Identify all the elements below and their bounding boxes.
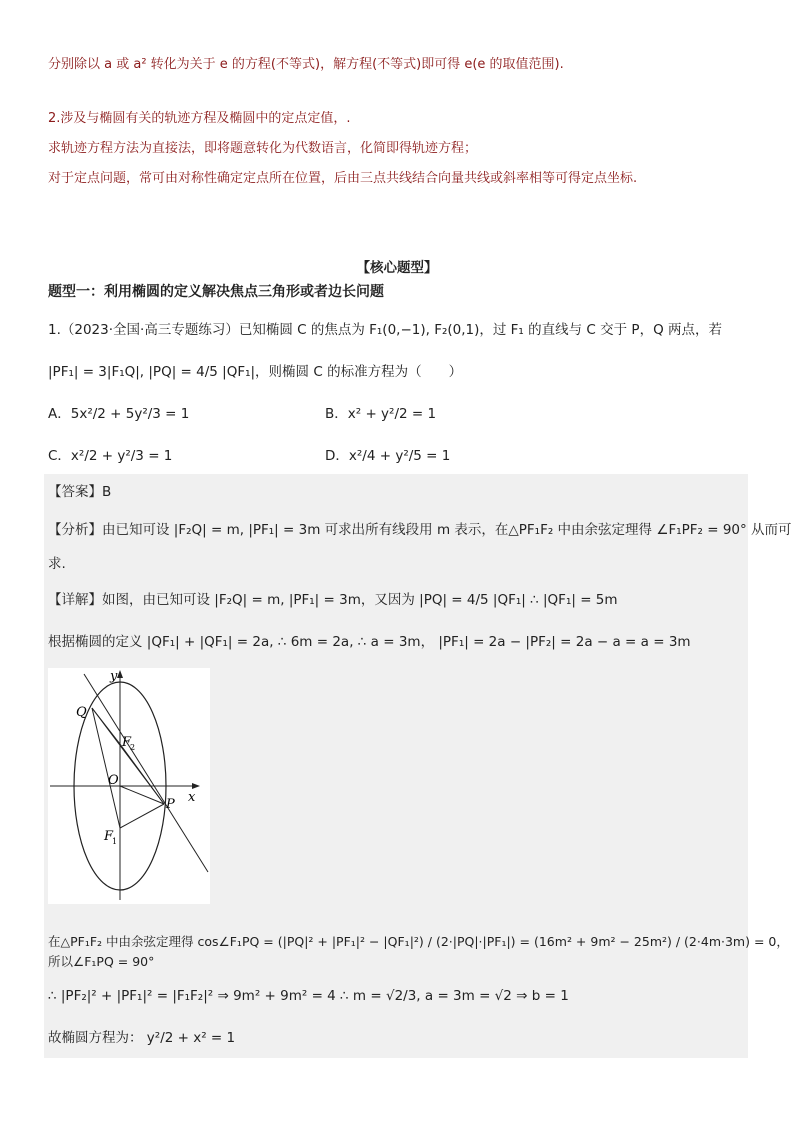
analysis-line-1: 【分析】由已知可设 |F₂Q| = m, |PF₁| = 3m 可求出所有线段用 m 表示，在△PF₁F₂ 中由余弦定理得 ∠F₁PF₂ = 90° 从而可 [48, 522, 792, 538]
label-p: P [166, 797, 175, 812]
option-b: B．x² + y²/2 = 1 [325, 406, 437, 422]
label-o: O [108, 773, 119, 788]
label-x: x [188, 790, 196, 805]
option-d: D．x²/4 + y²/5 = 1 [325, 448, 451, 464]
note-line-1: 分别除以 a 或 a² 转化为关于 e 的方程(不等式)，解方程(不等式)即可得 e(e 的取值范围). [48, 57, 564, 72]
label-y: y [110, 669, 118, 684]
problem-line-2: |PF₁| = 3|F₁Q|, |PQ| = 4/5 |QF₁|，则椭圆 C 的标准方程为（ ） [48, 364, 463, 380]
label-f1-sub: 1 [112, 837, 118, 846]
label-q: Q [76, 705, 87, 720]
label-f2-sub: 2 [130, 743, 136, 752]
detail-line-5: 故椭圆方程为： y²/2 + x² = 1 [48, 1030, 236, 1046]
answer: 【答案】B [48, 484, 112, 500]
type-title: 题型一：利用椭圆的定义解决焦点三角形或者边长问题 [48, 284, 384, 300]
option-a: A．5x²/2 + 5y²/3 = 1 [48, 406, 190, 422]
option-c: C．x²/2 + y²/3 = 1 [48, 448, 173, 464]
problem-line-1: 1.（2023·全国·高三专题练习）已知椭圆 C 的焦点为 F₁(0,−1), F₂(0,1)，过 F₁ 的直线与 C 交于 P，Q 两点，若 [48, 322, 722, 338]
label-f2: F [122, 735, 132, 750]
detail-line-4: ∴ |PF₂|² + |PF₁|² = |F₁F₂|² ⇒ 9m² + 9m² = 4 ∴ m = √2/3, a = 3m = √2 ⇒ b = 1 [48, 988, 569, 1004]
detail-line-1: 【详解】如图，由已知可设 |F₂Q| = m, |PF₁| = 3m，又因为 |PQ| = 4/5 |QF₁| ∴ |QF₁| = 5m [48, 592, 618, 608]
detail-line-2: 根据椭圆的定义 |QF₁| + |QF₁| = 2a, ∴ 6m = 2a, ∴ a = 3m， |PF₁| = 2a − |PF₂| = 2a − a = a = 3m [48, 634, 691, 650]
note-line-2: 2.涉及与椭圆有关的轨迹方程及椭圆中的定点定值，. [48, 111, 351, 126]
note-line-3: 求轨迹方程方法为直接法，即将题意转化为代数语言，化简即得轨迹方程； [48, 141, 478, 156]
analysis-line-2: 求. [48, 556, 66, 572]
label-f1: F [104, 829, 114, 844]
section-title: 【核心题型】 [356, 260, 438, 276]
ellipse-figure [48, 668, 210, 904]
note-line-4: 对于定点问题，常可由对称性确定定点所在位置，后由三点共线结合向量共线或斜率相等可得定点坐标. [48, 171, 638, 186]
detail-line-3: 在△PF₁F₂ 中由余弦定理得 cos∠F₁PQ = (|PQ|² + |PF₁|² − |QF₁|²) / (2·|PQ|·|PF₁|) = (16m² + 9m² − 25m²) / (2·4m·3m) = 0，所以∠F₁PQ = 90° [48, 934, 789, 969]
